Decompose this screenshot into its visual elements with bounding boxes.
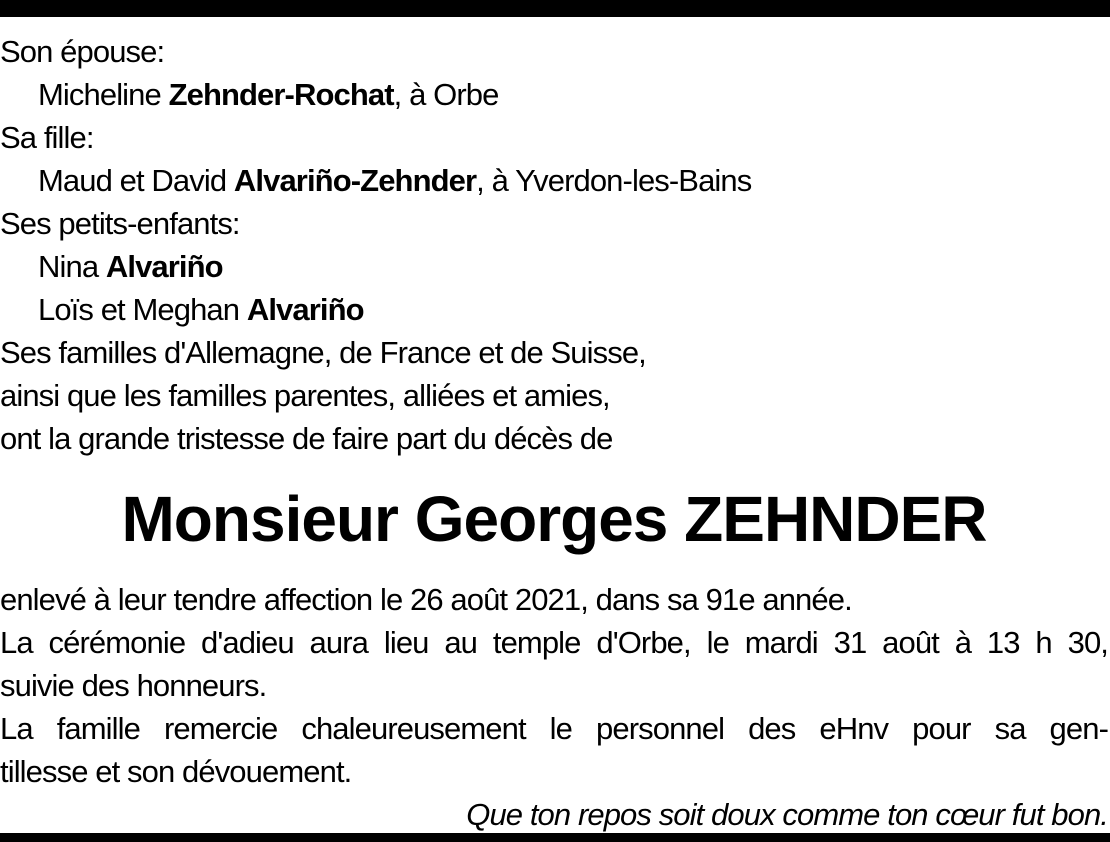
family-member [0,73,1108,116]
family-member [0,159,1108,202]
member-given-names: Nina [38,249,106,284]
relation-label: Sa fille: [0,120,94,155]
extended-family-line: ainsi que les familles parentes, alliées et amies, [0,378,610,413]
top-rule [0,0,1110,17]
member-surname: Alvariño [246,292,364,327]
ceremony-detail-line: suivie des honneurs. [0,668,267,703]
ceremony-detail-line: La cérémonie d'adieu aura lieu au temple d'Orbe, le mardi 31 août à 13 h 30, [0,625,1108,660]
member-given-names: Maud et David [38,163,234,198]
member-given-names: Loïs et Meghan [38,292,247,327]
family-member [0,245,1108,288]
relation-label: Son épouse: [0,34,165,69]
passing-detail-line: enlevé à leur tendre affection le 26 août 2021, dans sa 91e année. [0,582,852,617]
member-surname: Zehnder-Rochat [168,77,394,112]
thanks-line: La famille remercie chaleureusement le personnel des eHnv pour sa gen- [0,711,1108,746]
member-place: , à Yverdon-les-Bains [476,163,752,198]
relation-label: Ses petits-enfants: [0,206,240,241]
announcement-line: ont la grande tristesse de faire part du décès de [0,421,613,456]
member-place: , à Orbe [393,77,499,112]
thanks-line: tillesse et son dévouement. [0,754,352,789]
member-surname: Alvariño-Zehnder [233,163,477,198]
extended-family-line: Ses familles d'Allemagne, de France et de Suisse, [0,335,646,370]
obituary-notice [0,30,1108,836]
member-given-names: Micheline [38,77,169,112]
bottom-rule [0,833,1110,842]
family-member [0,288,1108,331]
member-surname: Alvariño [105,249,223,284]
closing-quote: Que ton repos soit doux comme ton cœur fut bon. [466,797,1108,832]
deceased-name-heading: Monsieur Georges ZEHNDER [121,483,987,555]
